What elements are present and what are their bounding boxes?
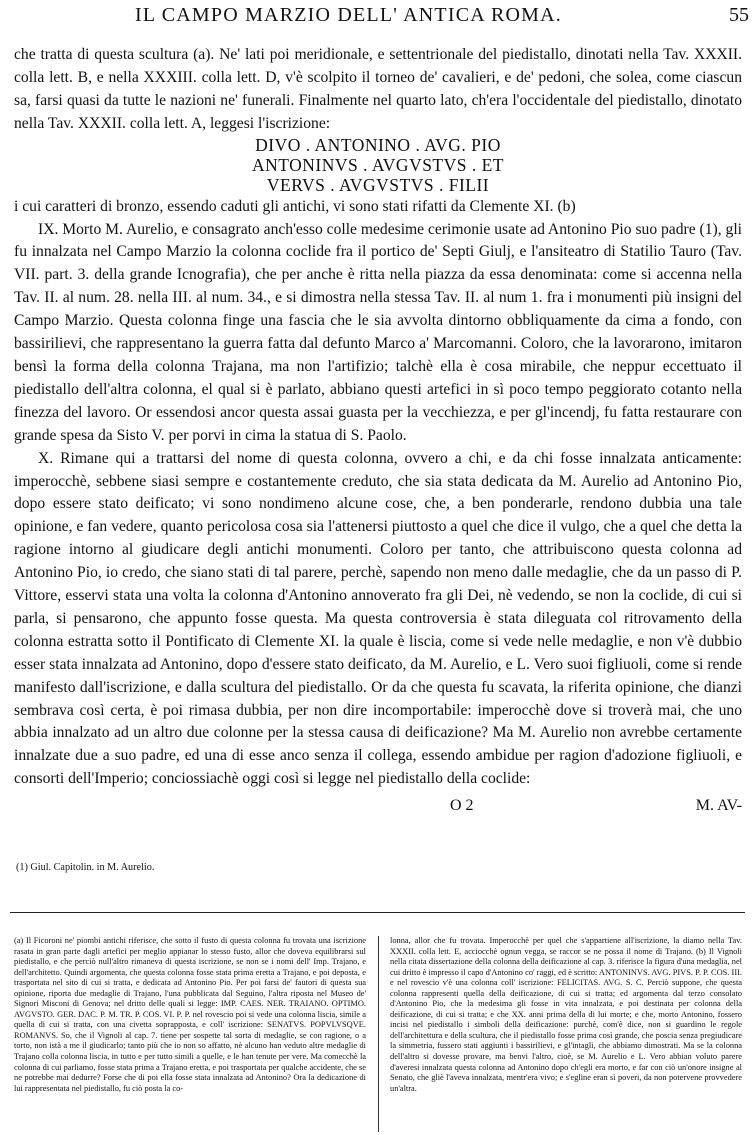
main-text: [14, 44, 742, 791]
paragraph-ix: IX. Morto M. Aurelio, e consagrato anch'esso colle medesime cerimonie usate ad Antonino Pio suo padre (1), gli fu innalzata nel Campo Marzio la colonna coclide fra il portico de' Septi Giulj, e l'ansiteatro di Statilio Tauro (Tav. VII. part. 3. della grande Icnografia), che per anche è ritta nella piazza da essa denominata: come si accenna nella Tav. II. al num. 28. nella III. al num. 34., e si dimostra nella stessa Tav. II. al num 1. fra i monumenti più insigni del Campo Marzio. Questa colonna finge una fascia che le sia avvolta dintorno obbliquamente da cima a fondo, con bassirilievi, che rappresentano la guerra fatta dal defunto Marco a' Marcomanni. Coloro, che la lavorarono, imitaron bensì la forma della colonna Trajana, ma non l'artifizio; talchè ella è cosa mirabile, che neppur eccettuato il piedistallo dell'altra colonna, el qual si è parlato, abbiano questi artefici in sì poco tempo peggiorato cotanto nella finezza del lavoro. Or essendosi ancor questa assai guasta per la vecchiezza, e per gl'incendj, fu fatta restaurare con grande spesa da Sisto V. per porvi in cima la statua di S. Paolo.: [14, 220, 742, 444]
paragraph-opening: che tratta di questa scultura (a). Ne' lati poi meridionale, e settentrionale del piedistallo, dinotati nella Tav. XXXII. colla lett. B, e nella XXXIII. colla lett. D, v'è scolpito il torneo de' cavalieri, e de' pedoni, che solea, come ciascun sa, farsi quasi da tutte le nazioni ne' funerali. Finalmente nel quarto lato, ch'era l'occidentale del piedistallo, dinotato nella Tav. XXXII. colla lett. A, leggesi l'iscrizione:: [14, 46, 742, 132]
catchword: M. AV-: [695, 797, 742, 814]
notes-column-right: [390, 936, 742, 1094]
inscription-block: [14, 136, 742, 195]
page-bottom-marks: [14, 797, 742, 821]
signature-mark: O 2: [450, 797, 474, 814]
notes-area: [14, 936, 742, 1132]
paragraph-x: X. Rimane qui a trattarsi del nome di questa colonna, ovvero a chi, e da chi fosse innalzata anticamente: imperocchè, sebbene siasi sempre e costantemente creduto, che sia stata dedicata da M. Aurelio ad Antonino Pio, dopo essere stato deificato; vi sono nondimeno alcune cose, che, a ben ponderarle, rendono dubbia una tale opinione, e fan vedere, quanto pericolosa cosa sia l'attenersi piuttosto a quel che dice il vulgo, che a quel che detta la ragione intorno al giudicare degli antichi monumenti. Coloro per tanto, che attribuiscono questa colonna ad Antonino Pio, io credo, che siano stati di tal parere, perchè, sapendo non meno dalle medaglie, che da un passo di P. Vittore, esservi stata una volta la colonna d'Antonino annoverato fra gli Dei, nè vedendo, se non la coclide, di cui si parla, si pensarono, che appunto fosse questa. Ma questa controversia è stata dileguata col ritrovamento della colonna estratta sotto il Pontificato di Clemente XI. la quale è liscia, come si vede nelle medaglie, e non v'è dubbio esser stata innalzata ad Antonino, dopo d'essere stato deificato, da M. Aurelio, e L. Vero suoi figliuoli, come si rende manifesto dall'iscrizione, e dalla scultura del piedistallo. Or da che questa fu scavata, la riferita opinione, che dianzi sembrava così certa, è poi rimasa dubbia, per non dire incomportabile: imperocchè dove si troverà mai, che uno abbia innalzato ad un altro due colonne per la stessa causa di deificazione? Ma M. Aurelio non avrebbe certamente innalzate due a suo padre, ed una di esse anco senza il collega, essendo ambidue per ragion d'adozione figliuoli, e consorti dell'Imperio; conciossiachè oggi così si legge nel piedistallo della coclide:: [14, 449, 742, 788]
column-divider: [378, 936, 379, 1132]
note-a: (a) Il Ficoroni ne' piombi antichi riferisce, che sotto il fusto di questa colonna fu trovata una iscrizione rasata in gran parte dagli artefici per meglio appianar lo stesso fusto, allor che doveva equilibrarsi sul piedistallo, e che perciò null'altro rimaneva di questa iscrizione, se non se i nomi dell' Imp. Trajano, e dell'architetto. Quindi argomenta, che questa colonna fosse stata prima eretta a Trajano, e poi deposta, e trasportata nel sito di cui si tratta, e dedicata ad Antonino Pio. Per poi farsi de' fautori di questa sua opinione, riporta due medaglie di Trajano, l'una pubblicata dal Seguino, l'altra riposta nel Museo de' Signori Misconi di Genova; nel dritto delle quali si legge: IMP. CAES. NER. TRAIANO. OPTIMO. AVGVSTO. GER. DAC. P. M. TR. P. COS. VI. P. P. nel rovescio poi si vede una colonna liscia, simile a quella di cui si tratta, con una civetta soprapposta, e coll' iscrizione: SENATVS. POPVLVSQVE. ROMANVS. So, che il Vignoli al cap. 7. tiene per sospette tal sorta di medaglie, se con ragione, o a torto, non istà a me il giudicarlo; tanto più che io non so affatto, nè alcuno han veduto altre medaglie di Trajano colla colonna liscia, in tutto e per tutto simili a quelle, e le han tenute per vere. Ma comecchè la colonna di cui parliamo, fosse stata prima a Trajano eretta, e poi trasportata per qualche accidente, che se ne potrebbe mai dedurre? Forse che di poi ella fosse stata innalzata ad Antonino? Ora la dedicazione di lui rappresentata nel piedistallo, fu ciò posta la co-: [14, 936, 366, 1093]
page-number: 55: [729, 4, 749, 26]
inscription-line-3: VERVS . AVGVSTVS . FILII: [266, 174, 490, 195]
note-b: lonna, allor che fu trovata. Imperocchè per quel che s'appartiene all'iscrizione, la diamo nella Tav. XXXII. colla lett. E, acciocchè ognun vegga, se raccor se ne possa il nome di Trajano. (b) Il Vignoli nella citata dissertazione della colonna della deificazione al cap. 3. riferisce la figura d'una medaglia, nel cui dritto è impresso il capo d'Antonino co' raggi, ed è scritto: ANTONINVS. AVG. PIVS. P. P. COS. III. e nel rovescio v'è una colonna coll' iscrizione: FELICITAS. AVG. S. C. Perciò suppone, che questa colonna rappresenti quella della deificazione, di cui si tratta; ed argomenta dal terzo consolato d'Antonino Pio, che la medesima gli fosse in vita innalzata, e poi destinata per colonna della deificazione, di cui si tratta; e che XX. anni prima della di lui morte; e che, morto Antonino, fossero incisi nel piedistallo i simboli della deificazione: purchè, com'è dice, non si guardino le regole dell'architettura e della scultura, che il piedistallo fosse prima così grande, che poscia senza pregiudicare la simmetria, fussero stati aggiunti i bassirilievi, e gl'intagli, che abbiamo dimostrati. Ma se la colonna dell'altro si dovesse provare, ma benvi l'altro, cioè, se M. Aurelio e L. Vero abbian voluto parere d'averesi innalzata questa colonna ad Antonino dopo ch'egli era morto, e far con ciò un'onore insigne al Senato, che gliè l'aveva innalzata, mentr'era vivo; e s'egline eran sì poveri, da non potervene provvedere un'altra.: [390, 936, 742, 1093]
notes-column-left: [14, 936, 366, 1094]
inscription-line-1: DIVO . ANTONINO . AVG. PIO: [255, 134, 501, 155]
running-title: IL CAMPO MARZIO DELL' ANTICA ROMA.: [135, 4, 563, 26]
footnote-divider: [10, 912, 745, 913]
page-header: [0, 4, 755, 32]
footnote-1: (1) Giul. Capitolin. in M. Aurelio.: [16, 862, 155, 873]
inscription-line-2: ANTONINVS . AVGVSTVS . ET: [251, 154, 504, 175]
paragraph-bronze-letters: i cui caratteri di bronzo, essendo caduti gli antichi, vi sono stati rifatti da Clemente XI. (b): [14, 197, 576, 215]
